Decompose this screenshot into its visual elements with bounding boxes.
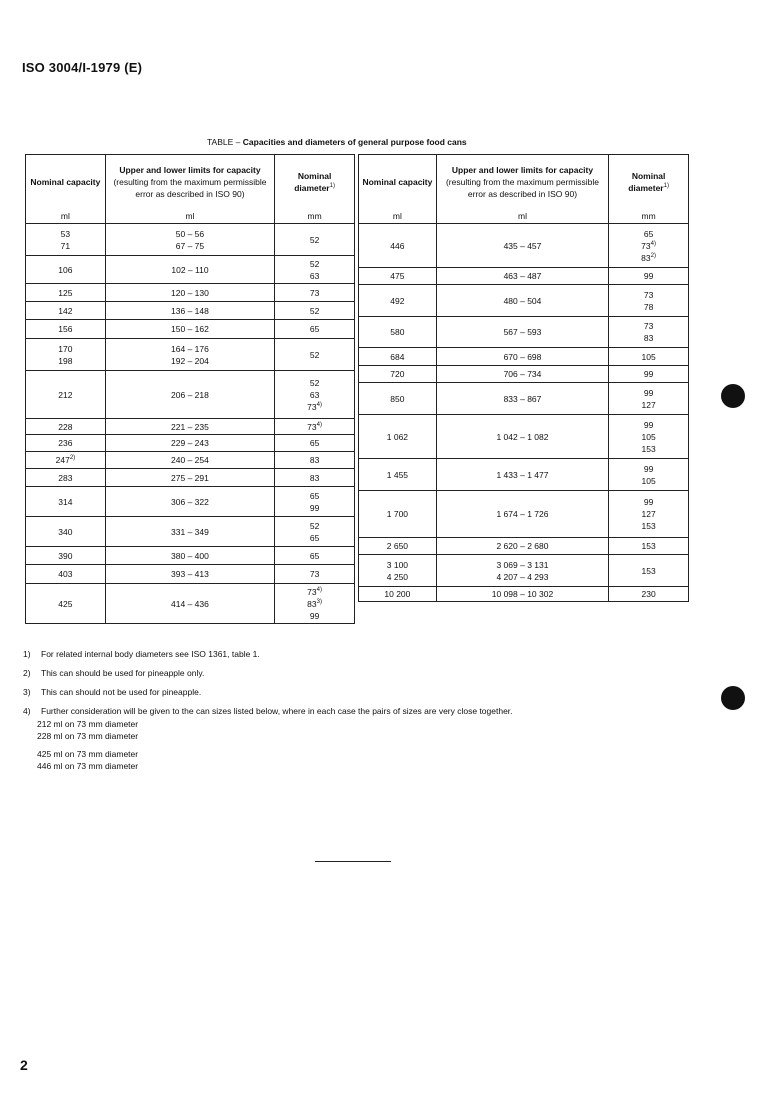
table-row — [359, 555, 689, 587]
cell-diameter: 99 — [643, 387, 654, 398]
cell-limits: 4 207 – 4 293 — [496, 571, 549, 582]
cell-diameter: 65 — [309, 490, 320, 501]
cell-capacity: 283 — [26, 469, 106, 487]
cell-capacity: 170 — [58, 343, 73, 354]
page-number: 2 — [20, 1057, 28, 1073]
table-row — [359, 348, 689, 366]
table-row — [26, 302, 355, 320]
table-row — [26, 452, 355, 469]
cell-diameter: 83 — [275, 452, 355, 469]
cell-limits: 306 – 322 — [105, 487, 274, 517]
header-nominal-capacity: Nominal capacity — [359, 155, 437, 209]
cell-capacity: 3 100 — [386, 559, 409, 570]
cell-diameter: 52 — [309, 377, 320, 388]
unit-limits: ml — [105, 209, 274, 224]
table-row — [26, 547, 355, 565]
cell-diameter: 73$^{4)}$ — [641, 240, 656, 251]
table-row — [26, 487, 355, 517]
cell-diameter: 52 — [309, 258, 320, 269]
cell-diameter: 83 — [643, 333, 654, 343]
cell-diameter: 73 — [643, 289, 654, 300]
cell-limits: 2 620 – 2 680 — [436, 538, 608, 555]
cell-capacity: 1 062 — [359, 415, 437, 459]
table-row — [26, 517, 355, 547]
cell-limits: 331 – 349 — [105, 517, 274, 547]
punch-hole-mark — [721, 384, 745, 408]
cell-capacity: 403 — [26, 565, 106, 584]
document-id: ISO 3004/I-1979 (E) — [22, 60, 143, 75]
table-row — [26, 339, 355, 371]
cell-capacity: 4 250 — [386, 571, 409, 582]
cell-capacity: 720 — [359, 366, 437, 383]
cell-diameter: 65 — [275, 320, 355, 339]
table-row — [359, 224, 689, 268]
cell-diameter: 73 — [275, 565, 355, 584]
cell-diameter: 99 — [643, 497, 654, 507]
cell-diameter: 99 — [609, 268, 689, 285]
cell-diameter: 105 — [609, 348, 689, 366]
unit-limits: ml — [436, 209, 608, 224]
table-row — [359, 383, 689, 415]
cell-diameter: 99 — [643, 419, 654, 430]
cell-limits: 275 – 291 — [105, 469, 274, 487]
caption-prefix: TABLE – — [207, 137, 241, 147]
unit-diameter: mm — [609, 209, 689, 224]
cell-diameter: 52 — [275, 224, 355, 256]
example-line: 425 ml on 73 mm diameter — [37, 749, 139, 759]
cell-limits: 393 – 413 — [105, 565, 274, 584]
cell-diameter: 63 — [309, 389, 320, 400]
cell-capacity: 314 — [26, 487, 106, 517]
footnote: 4) Further consideration will be given to the can sizes listed below, where in each case the pairs of sizes are very close together. — [23, 706, 513, 716]
cell-capacity: 53 — [60, 228, 71, 239]
cell-capacity: 10 200 — [359, 587, 437, 602]
cell-limits: 50 – 56 — [175, 228, 205, 239]
table-row — [359, 317, 689, 348]
table-row — [26, 224, 355, 256]
table-row — [359, 491, 689, 538]
example-line: 446 ml on 73 mm diameter — [37, 761, 139, 771]
cell-limits: 414 – 436 — [105, 584, 274, 624]
punch-hole-mark — [721, 686, 745, 710]
cell-diameter: 52 — [275, 339, 355, 371]
cell-limits: 240 – 254 — [105, 452, 274, 469]
cell-limits: 136 – 148 — [105, 302, 274, 320]
cell-diameter: 230 — [609, 587, 689, 602]
header-limits: Upper and lower limits for capacity (resulting from the maximum permissible error as described in ISO 90) — [436, 155, 608, 209]
cell-capacity: 492 — [359, 285, 437, 317]
footnote: 1) For related internal body diameters see ISO 1361, table 1. — [23, 649, 260, 659]
cell-capacity: 580 — [359, 317, 437, 348]
can-size-examples — [37, 718, 138, 778]
cell-limits: 229 – 243 — [105, 435, 274, 452]
header-nominal-diameter: Nominal diameter$^{1)}$ — [275, 155, 355, 209]
cell-limits: 192 – 204 — [171, 355, 209, 366]
table-row — [26, 320, 355, 339]
cell-limits: 67 – 75 — [175, 240, 205, 251]
table-row — [359, 415, 689, 459]
cell-diameter: 99 — [609, 366, 689, 383]
cell-capacity: 446 — [359, 224, 437, 268]
cell-diameter: 73 — [275, 284, 355, 302]
cell-capacity: 247$^{2)}$ — [26, 452, 106, 469]
cell-diameter: 65 — [309, 532, 320, 543]
cell-limits: 221 – 235 — [105, 419, 274, 435]
cell-diameter: 65 — [275, 435, 355, 452]
cell-limits: 567 – 593 — [436, 317, 608, 348]
table-row — [26, 284, 355, 302]
cell-diameter: 83 — [275, 469, 355, 487]
cell-limits: 670 – 698 — [436, 348, 608, 366]
cell-limits: 1 433 – 1 477 — [436, 459, 608, 491]
unit-capacity: ml — [26, 209, 106, 224]
cell-limits: 435 – 457 — [436, 224, 608, 268]
cell-capacity: 340 — [26, 517, 106, 547]
cell-limits: 120 – 130 — [105, 284, 274, 302]
example-line: 228 ml on 73 mm diameter — [37, 731, 139, 741]
cell-capacity: 236 — [26, 435, 106, 452]
cell-capacity: 475 — [359, 268, 437, 285]
cell-capacity: 390 — [26, 547, 106, 565]
table-row — [26, 435, 355, 452]
cell-capacity: 1 700 — [359, 491, 437, 538]
caption-title: Capacities and diameters of general purpose food cans — [242, 137, 467, 147]
cell-diameter: 52 — [275, 302, 355, 320]
cell-limits: 164 – 176 — [171, 343, 209, 354]
cell-capacity: 2 650 — [359, 538, 437, 555]
header-nominal-diameter: Nominal diameter$^{1)}$ — [609, 155, 689, 209]
cell-diameter: 83$^{2)}$ — [641, 252, 656, 263]
cell-limits: 1 042 – 1 082 — [436, 415, 608, 459]
cell-diameter: 73 — [643, 321, 654, 331]
cell-diameter: 52 — [309, 520, 320, 531]
cell-diameter: 99 — [643, 463, 654, 474]
cell-capacity: 425 — [26, 584, 106, 624]
cell-diameter: 105 — [641, 431, 656, 442]
cell-limits: 480 – 504 — [436, 285, 608, 317]
table-row — [359, 459, 689, 491]
footnote: 3) This can should not be used for pineapple. — [23, 687, 202, 697]
cell-diameter: 153 — [641, 443, 656, 454]
cell-diameter: 153 — [609, 538, 689, 555]
cell-capacity: 228 — [26, 419, 106, 435]
footnote: 2) This can should be used for pineapple only. — [23, 668, 205, 678]
cell-diameter: 65 — [643, 228, 654, 239]
table-row — [359, 366, 689, 383]
cell-capacity: 684 — [359, 348, 437, 366]
cell-capacity: 1 455 — [359, 459, 437, 491]
table-row — [26, 565, 355, 584]
cell-limits: 463 – 487 — [436, 268, 608, 285]
cell-capacity: 156 — [26, 320, 106, 339]
table-row — [359, 587, 689, 602]
capacity-table-left — [25, 154, 355, 624]
header-nominal-capacity: Nominal capacity — [26, 155, 106, 209]
footnotes — [23, 645, 513, 721]
cell-diameter: 73$^{4)}$ — [307, 586, 322, 597]
table-row — [359, 538, 689, 555]
cell-limits: 1 674 – 1 726 — [436, 491, 608, 538]
cell-capacity: 71 — [60, 240, 71, 251]
cell-capacity: 850 — [359, 383, 437, 415]
cell-diameter: 153 — [609, 555, 689, 587]
cell-diameter: 73$^{4)}$ — [307, 401, 322, 412]
cell-limits: 206 – 218 — [105, 371, 274, 419]
cell-diameter: 99 — [309, 610, 320, 621]
cell-capacity: 142 — [26, 302, 106, 320]
cell-diameter: 78 — [643, 301, 654, 312]
table-row — [359, 285, 689, 317]
table-row — [359, 268, 689, 285]
cell-diameter: 99 — [309, 502, 320, 513]
cell-diameter: 73$^{4)}$ — [275, 419, 355, 435]
divider-rule — [315, 861, 391, 862]
unit-capacity: ml — [359, 209, 437, 224]
unit-diameter: mm — [275, 209, 355, 224]
header-limits: Upper and lower limits for capacity (resulting from the maximum permissible error as described in ISO 90) — [105, 155, 274, 209]
cell-limits: 706 – 734 — [436, 366, 608, 383]
cell-capacity: 198 — [58, 355, 73, 366]
example-line: 212 ml on 73 mm diameter — [37, 719, 139, 729]
cell-diameter: 65 — [275, 547, 355, 565]
table-caption — [207, 137, 467, 147]
table-row — [26, 584, 355, 624]
table-row — [26, 256, 355, 284]
cell-capacity: 212 — [26, 371, 106, 419]
cell-capacity: 125 — [26, 284, 106, 302]
cell-limits: 10 098 – 10 302 — [436, 587, 608, 602]
cell-limits: 3 069 – 3 131 — [496, 559, 549, 570]
table-row — [26, 419, 355, 435]
cell-diameter: 63 — [309, 270, 320, 281]
cell-limits: 380 – 400 — [105, 547, 274, 565]
cell-capacity: 106 — [26, 256, 106, 284]
cell-limits: 150 – 162 — [105, 320, 274, 339]
cell-diameter: 127 — [641, 399, 656, 410]
cell-diameter: 105 — [641, 475, 656, 486]
cell-diameter: 153 — [641, 521, 656, 531]
cell-diameter: 127 — [641, 509, 656, 519]
table-row — [26, 469, 355, 487]
capacity-table-right — [358, 154, 689, 602]
cell-limits: 102 – 110 — [105, 256, 274, 284]
cell-limits: 833 – 867 — [436, 383, 608, 415]
table-row — [26, 371, 355, 419]
cell-diameter: 83$^{3)}$ — [307, 598, 322, 609]
